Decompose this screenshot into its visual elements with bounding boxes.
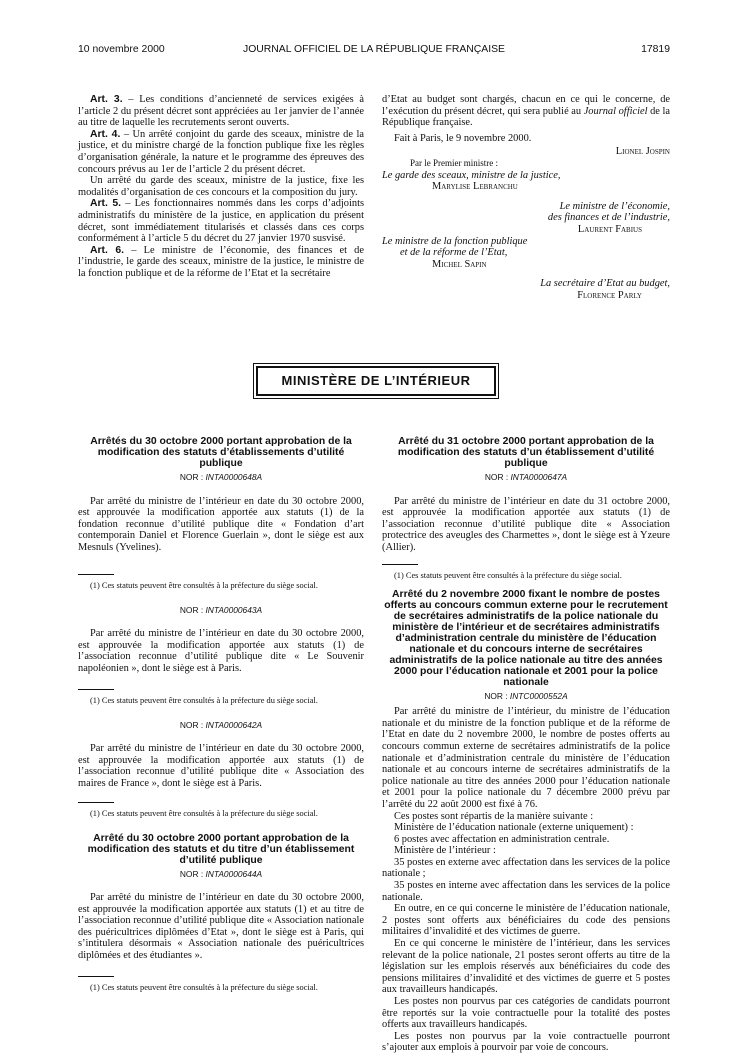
- left-column-decrees: [78, 436, 364, 993]
- decree-paragraph-1: Par arrêté du ministre de l’intérieur en date du 30 octobre 2000, est approuvée la modification apportée aux statuts (1) de la fondation reconnue d’utilité publique dite « Fondation d’art contemporain Daniel et Florence Guerlain », dont le siège est aux Mesnuls (Yvelines).: [78, 495, 364, 553]
- footnote-3: (1) Ces statuts peuvent être consultés à la préfecture du siège social.: [90, 808, 318, 818]
- decree-paragraph-3: Par arrêté du ministre de l’intérieur en date du 30 octobre 2000, est approuvée la modification apportée aux statuts (1) de l’association reconnue d’utilité publique dite « Association des maires de France », dont le siège est à Paris.: [78, 743, 364, 789]
- done-at-paris: Fait à Paris, le 9 novembre 2000.: [394, 132, 532, 144]
- decree-paragraph-12: 35 postes en interne avec affectation dans les services de la police nationale.: [382, 880, 670, 903]
- by-prime-minister: Par le Premier ministre :: [410, 157, 498, 168]
- decree-heading-1: Arrêtés du 30 octobre 2000 portant approbation de la modification des statuts d’établissements d’utilité publique: [90, 436, 352, 469]
- signer-public-service: Michel Sapin: [432, 258, 487, 270]
- title-economy-2: des finances et de l’industrie,: [547, 212, 670, 224]
- title-justice: Le garde des sceaux, ministre de la justice,: [382, 169, 561, 181]
- footnote-rule: [78, 976, 114, 977]
- article-4: Art. 4. – Un arrêté conjoint du garde des sceaux, ministre de la justice, et du ministre chargé de la fonction publique fixe les règles d’organisation générale, la nature et le programme des épreuves des concours prévus au 1er de l’article 2 du présent décret.: [78, 128, 364, 175]
- title-economy-1: Le ministre de l’économie,: [559, 200, 670, 212]
- footnote-rule: [78, 689, 114, 690]
- article-5: Art. 5. – Les fonctionnaires nommés dans les corps d’adjoints administratifs du ministère de la justice, en application du présent décret, sont immédiatement titularisés et classés dans ces corps conformément à l’article 5 du décret du 27 janvier 1970 susvisé.: [78, 198, 365, 245]
- decree-paragraph-15: Les postes non pourvus par ces catégories de candidats pourront être reportés sur la voie contractuelle pour la totalité des postes offerts aux travailleurs handicapés.: [382, 996, 670, 1031]
- footnote-2: (1) Ces statuts peuvent être consultés à la préfecture du siège social.: [90, 695, 318, 705]
- signer-budget: Florence Parly: [577, 289, 642, 301]
- decree-paragraph-8: Ministère de l’éducation nationale (externe uniquement) :: [394, 822, 634, 834]
- decree-paragraph-16: Les postes non pourvus par la voie contractuelle pourront s’ajouter aux emplois à pourvoir par voie de concours.: [382, 1030, 670, 1054]
- nor-reference-4: NOR : INTA0000644A: [179, 868, 263, 879]
- decree-paragraph-5: Par arrêté du ministre de l’intérieur en date du 31 octobre 2000, est approuvée la modification apportée aux statuts (1) de l’association reconnue d’utilité publique dite « Association protectrice des aveugles des Charmettes », dont le siège est à Yzeure (Allier).: [382, 495, 670, 553]
- footnote-rule: [78, 574, 114, 575]
- nor-reference-5: NOR : INTA0000647A: [484, 472, 568, 482]
- decree-paragraph-13: En outre, en ce qui concerne le ministère de l’éducation nationale, 2 postes sont offerts aux bénéficiaires du code des pensions militaires d’invalidité et des victimes de guerre.: [382, 903, 670, 938]
- decree-heading-2: Arrêté du 30 octobre 2000 portant approbation de la modification des statuts et du titre d’un établissement d’utilité publique: [87, 832, 355, 866]
- decree-paragraph-6: Par arrêté du ministre de l’intérieur, du ministre de l’éducation nationale et du ministre de la fonction publique et de la réforme de l’Etat en date du 2 novembre 2000, le nombre de postes offerts au concours commun externe de secrétaires administratifs de la police nationale et d’administration centrale du ministère de l’éducation nationale et au concours interne de secrétaires administratifs de la police nationale au titre des années 2000 pour l’éducation nationale et 2001 pour la police nationale du 7 décembre 2000 prévu par l’arrêté du 22 août 2000 est fixé à 76.: [382, 706, 670, 810]
- top-right-column: [382, 94, 670, 302]
- signer-prime-minister: Lionel Jospin: [615, 146, 670, 158]
- header-date: 10 novembre 2000: [78, 44, 165, 55]
- article-6: Art. 6. – Le ministre de l’économie, des finances et de l’industrie, le garde des sceaux, ministre de la justice, le ministre de la fonction publique et de la réforme de l’Etat et la secrétaire: [78, 244, 364, 279]
- decree-paragraph-11: 35 postes en externe avec affectation dans les services de la police nationale ;: [382, 856, 670, 880]
- right-column-decrees: [382, 436, 670, 1054]
- decree-paragraph-2: Par arrêté du ministre de l’intérieur en date du 30 octobre 2000, est approuvée la modification apportée aux statuts (1) de l’association reconnue d’utilité publique dite « Le Souvenir napoléonien », dont le siège est à Paris.: [78, 628, 364, 674]
- nor-reference-3: NOR : INTA0000642A: [179, 719, 263, 730]
- header-journal-title: JOURNAL OFFICIEL DE LA RÉPUBLIQUE FRANÇAISE: [243, 44, 505, 55]
- header-page-number: 17819: [641, 44, 670, 55]
- decree-paragraph-14: En ce qui concerne le ministère de l’intérieur, dans les services relevant de la police nationale, 21 postes seront offerts au titre de la législation sur les emplois réservés aux bénéficiaires du code des pensions militaires d’invalidité et des victimes de guerre et 5 postes aux travailleurs handicapés.: [382, 938, 670, 996]
- decree-heading-4: Arrêté du 2 novembre 2000 fixant le nombre de postes offerts au concours commun externe pour le recrutement de secrétaires administratifs de la police nationale du ministère de l’intérieur et de secrétaires administratifs d’administration centrale du ministère de l’éducation nationale et du concours interne de secrétaires administratifs de la police nationale au titre des années 2000 pour l’éducation nationale et 2001 pour la police nationale: [384, 588, 668, 688]
- footnote-5: (1) Ces statuts peuvent être consultés à la préfecture du siège social.: [394, 570, 622, 580]
- decree-paragraph-9: 6 postes avec affectation en administration centrale.: [394, 833, 610, 845]
- nor-reference-6: NOR : INTC0000552A: [484, 690, 568, 701]
- footnote-1: (1) Ces statuts peuvent être consultés à la préfecture du siège social.: [90, 580, 318, 590]
- running-header: [78, 44, 670, 58]
- article-6-continuation: d’Etat au budget sont chargés, chacun en ce qui le concerne, de l’exécution du présent décret, qui sera publié au Journal officiel de la République française.: [382, 94, 670, 129]
- nor-reference-2: NOR : INTA0000643A: [179, 604, 263, 615]
- footnote-rule: [78, 802, 114, 803]
- ministry-heading: MINISTÈRE DE L’INTÉRIEUR: [256, 366, 496, 396]
- title-budget: La secrétaire d’Etat au budget,: [540, 278, 670, 290]
- article-4-paragraph-2: Un arrêté du garde des sceaux, ministre de la justice, fixe les modalités d’organisation de ces concours et la composition du jury.: [78, 175, 364, 198]
- title-public-service-1: Le ministre de la fonction publique: [382, 235, 528, 247]
- decree-heading-3: Arrêté du 31 octobre 2000 portant approbation de la modification des statuts d’un établissement d’utilité publique: [397, 436, 655, 469]
- decree-paragraph-7: Ces postes sont répartis de la manière suivante :: [394, 810, 594, 822]
- signer-justice: Marylise Lebranchu: [432, 181, 518, 193]
- decree-paragraph-10: Ministère de l’intérieur :: [394, 845, 496, 857]
- title-public-service-2: et de la réforme de l’Etat,: [400, 247, 508, 259]
- decree-paragraph-4: Par arrêté du ministre de l’intérieur en date du 30 octobre 2000, est approuvée la modification apportée aux statuts (1) et au titre de l’association reconnue d’utilité publique dite « Association nationale des puéricultrices diplômées d’Etat », dont le siège est à Paris, qui s’intitulera désormais « Association nationale des puéricultrices diplômées et des étudiantes ».: [78, 892, 364, 962]
- signer-economy: Laurent Fabius: [577, 223, 642, 235]
- footnote-rule: [382, 564, 418, 565]
- nor-reference-1: NOR : INTA0000648A: [179, 472, 263, 482]
- article-3: Art. 3. – Les conditions d’ancienneté de services exigées à l’article 2 du présent décret sont appréciées au 1er janvier de l’année au titre de laquelle les recrutements seront ouverts.: [78, 94, 364, 129]
- footnote-4: (1) Ces statuts peuvent être consultés à la préfecture du siège social.: [90, 982, 318, 992]
- top-left-column: [78, 94, 364, 280]
